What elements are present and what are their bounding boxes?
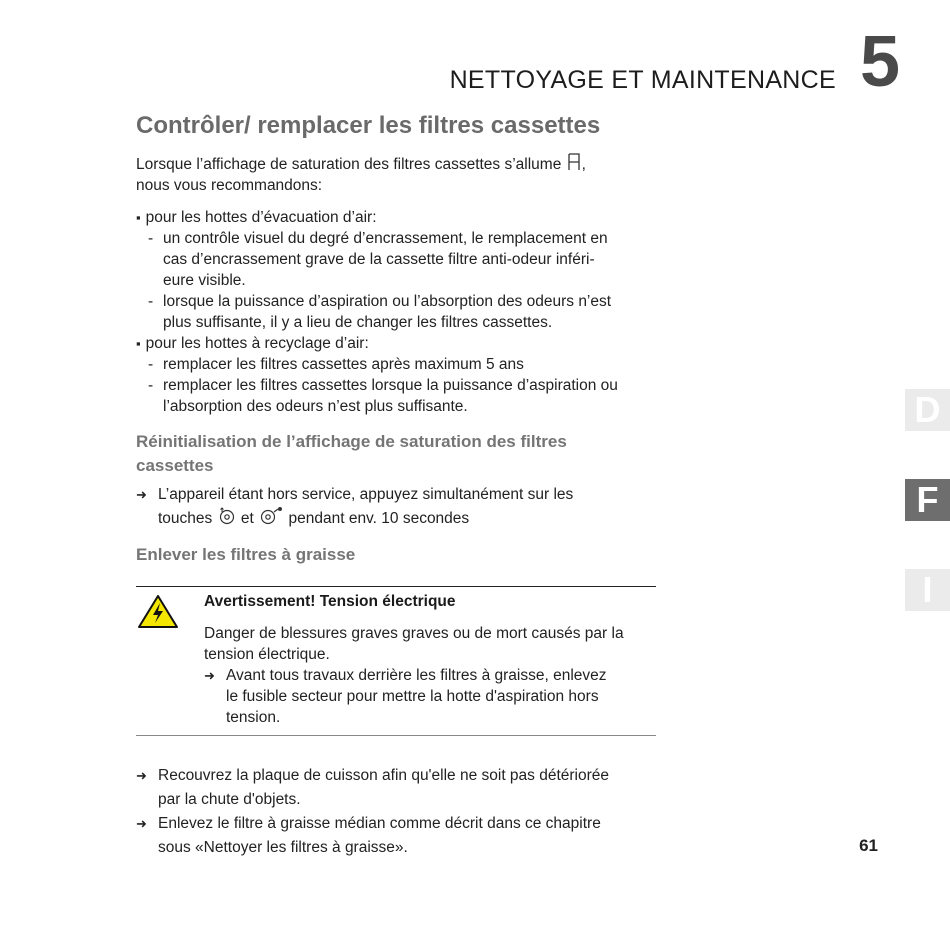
fan-speed-icon xyxy=(217,506,237,534)
arrow-right-icon: ➜ xyxy=(136,768,147,783)
grease-title: Enlever les filtres à graisse xyxy=(136,545,356,564)
warning-title: Avertissement! Tension électrique xyxy=(204,593,456,610)
step-2 xyxy=(136,812,601,836)
filter-saturation-display-icon xyxy=(566,152,582,178)
warning-top-rule xyxy=(136,586,656,587)
intro-text: Lorsque l’affichage de saturation des filtres cassettes s’allume xyxy=(136,156,562,173)
reset-title-line-1: Réinitialisation de l’affichage de saturation des filtres xyxy=(136,432,567,451)
warning-text-line-1: Danger de blessures graves graves ou de mort causés par la xyxy=(204,625,624,642)
reset-step-line-2 xyxy=(136,506,469,534)
step-1-line-2: par la chute d'objets. xyxy=(158,791,301,808)
arrow-right-icon: ➜ xyxy=(136,487,147,502)
warning-action-text: Avant tous travaux derrière les filtres à graisse, enlevez xyxy=(226,667,607,684)
dash-item: - remplacer les filtres cassettes lorsque la puissance d’aspiration ou xyxy=(148,377,618,394)
reset-step-text: et xyxy=(240,510,254,527)
language-tab-d[interactable]: D xyxy=(905,389,950,431)
arrow-right-icon: ➜ xyxy=(136,816,147,831)
language-tab-f[interactable]: F xyxy=(905,479,950,521)
dash-item-cont: plus suffisante, il y a lieu de changer les filtres cassettes. xyxy=(163,314,553,331)
warning-action-line-2: le fusible secteur pour mettre la hotte d'aspiration hors xyxy=(226,688,599,705)
chapter-number: 5 xyxy=(859,22,900,102)
warning-action-line-3: tension. xyxy=(226,709,281,726)
dash-item-text: un contrôle visuel du degré d’encrassement, le remplacement en xyxy=(163,230,608,247)
warning-action xyxy=(204,665,607,686)
dash-item-text: remplacer les filtres cassettes lorsque la puissance d’aspiration ou xyxy=(163,377,618,394)
reset-title-line-2: cassettes xyxy=(136,456,214,475)
section-title: Contrôler/ remplacer les filtres cassettes xyxy=(136,112,601,139)
bullet-exhaust-label: ▪ pour les hottes d’évacuation d’air: xyxy=(136,207,377,228)
page-number: 61 xyxy=(859,836,878,855)
dash-item-text: remplacer les filtres cassettes après maximum 5 ans xyxy=(163,356,524,373)
reset-step-text: pendant env. 10 secondes xyxy=(288,510,470,527)
dash-item: - remplacer les filtres cassettes après maximum 5 ans xyxy=(148,356,524,373)
dash-item-text: lorsque la puissance d’aspiration ou l’absorption des odeurs n’est xyxy=(163,293,612,310)
dash-item-cont: cas d’encrassement grave de la cassette filtre anti-odeur inféri- xyxy=(163,251,595,268)
dash-item-cont: eure visible. xyxy=(163,272,246,289)
step-text: Enlevez le filtre à graisse médian comme décrit dans ce chapitre xyxy=(158,815,601,832)
language-tab-i[interactable]: I xyxy=(905,569,950,611)
warning-text-line-2: tension électrique. xyxy=(204,646,330,663)
dash-item: - lorsque la puissance d’aspiration ou l’absorption des odeurs n’est xyxy=(148,293,612,310)
reset-step xyxy=(136,483,573,507)
reset-step-text: L’appareil étant hors service, appuyez simultanément sur les xyxy=(158,486,574,503)
dash-item-cont: l’absorption des odeurs n’est plus suffisante. xyxy=(163,398,468,415)
electric-warning-icon xyxy=(137,594,179,635)
intro-line-2: nous vous recommandons: xyxy=(136,177,323,194)
step-1 xyxy=(136,764,609,788)
step-text: Recouvrez la plaque de cuisson afin qu'elle ne soit pas détériorée xyxy=(158,767,610,784)
bullet-recirculation-label: ▪ pour les hottes à recyclage d’air: xyxy=(136,333,369,354)
step-2-line-2: sous «Nettoyer les filtres à graisse». xyxy=(158,839,408,856)
intro-comma: , xyxy=(581,156,586,173)
fan-intensive-icon xyxy=(258,506,284,534)
arrow-right-icon: ➜ xyxy=(204,668,215,683)
chapter-title: NETTOYAGE ET MAINTENANCE xyxy=(449,66,836,94)
warning-bottom-rule xyxy=(136,735,656,736)
dash-item: - un contrôle visuel du degré d’encrassement, le remplacement en xyxy=(148,230,608,247)
reset-step-text: touches xyxy=(158,510,213,527)
